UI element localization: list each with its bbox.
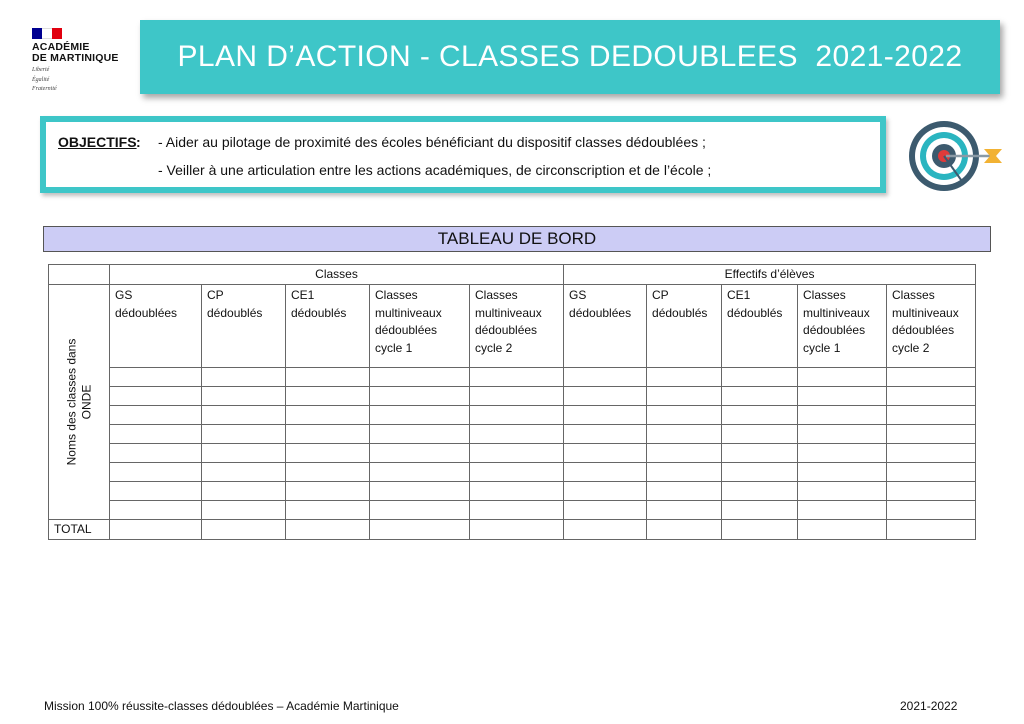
total-cell[interactable] bbox=[564, 520, 647, 540]
table-cell[interactable] bbox=[470, 444, 564, 463]
table-cell[interactable] bbox=[722, 463, 798, 482]
total-cell[interactable] bbox=[647, 520, 722, 540]
table-cell[interactable] bbox=[470, 406, 564, 425]
sub-header-line: cycle 1 bbox=[803, 340, 841, 355]
academie-logo bbox=[32, 28, 142, 93]
sub-header-effectifs-2 bbox=[647, 285, 722, 368]
table-row bbox=[49, 463, 976, 482]
total-cell[interactable] bbox=[110, 520, 202, 540]
sub-header-line: CP bbox=[207, 288, 224, 302]
table-cell[interactable] bbox=[370, 482, 470, 501]
table-cell[interactable] bbox=[887, 387, 976, 406]
table-cell[interactable] bbox=[202, 463, 286, 482]
sub-header-line: dédoublées bbox=[892, 323, 955, 337]
table-cell[interactable] bbox=[564, 463, 647, 482]
sub-header-line: dédoublées bbox=[475, 323, 538, 337]
sub-header-effectifs-3 bbox=[722, 285, 798, 368]
table-cell[interactable] bbox=[722, 501, 798, 520]
table-cell[interactable] bbox=[470, 425, 564, 444]
table-row bbox=[49, 368, 976, 387]
corner-cell bbox=[49, 265, 110, 285]
sub-header-line: dédoublées bbox=[115, 305, 178, 320]
group-header-row bbox=[49, 265, 976, 285]
target-with-arrow-icon bbox=[906, 118, 1004, 194]
motto-fraternite: Fraternité bbox=[32, 86, 57, 92]
objectives-box bbox=[40, 116, 886, 193]
sub-header-line: cycle 2 bbox=[892, 340, 930, 355]
table-cell[interactable] bbox=[887, 406, 976, 425]
table-cell[interactable] bbox=[286, 463, 370, 482]
total-cell[interactable] bbox=[887, 520, 976, 540]
table-cell[interactable] bbox=[798, 387, 887, 406]
table-cell[interactable] bbox=[286, 444, 370, 463]
table-cell[interactable] bbox=[470, 368, 564, 387]
sub-header-line: GS bbox=[115, 288, 133, 302]
table-cell[interactable] bbox=[110, 463, 202, 482]
sub-header-line: multiniveaux bbox=[375, 305, 442, 320]
table-cell[interactable] bbox=[887, 501, 976, 520]
table-cell[interactable] bbox=[110, 501, 202, 520]
table-cell[interactable] bbox=[202, 387, 286, 406]
sub-header-line: multiniveaux bbox=[475, 305, 542, 320]
sub-header-classes-3 bbox=[286, 285, 370, 368]
french-flag-icon bbox=[32, 28, 62, 39]
academie-name-line1: ACADÉMIE bbox=[32, 41, 90, 53]
objective-item-2: - Veiller à une articulation entre les actions académiques, de circonscription et de l’école ; bbox=[158, 162, 712, 178]
table-cell[interactable] bbox=[202, 425, 286, 444]
table-cell[interactable] bbox=[370, 368, 470, 387]
table-cell[interactable] bbox=[370, 444, 470, 463]
total-cell[interactable] bbox=[722, 520, 798, 540]
table-cell[interactable] bbox=[370, 501, 470, 520]
sub-header-line: CE1 bbox=[727, 288, 751, 302]
sub-header-line: CE1 bbox=[291, 288, 315, 302]
table-cell[interactable] bbox=[286, 425, 370, 444]
table-cell[interactable] bbox=[722, 425, 798, 444]
sub-header-line: Classes bbox=[803, 288, 846, 302]
sub-header-effectifs-5 bbox=[887, 285, 976, 368]
total-cell[interactable] bbox=[798, 520, 887, 540]
table-cell[interactable] bbox=[887, 463, 976, 482]
table-cell[interactable] bbox=[470, 463, 564, 482]
table-cell[interactable] bbox=[110, 387, 202, 406]
table-cell[interactable] bbox=[798, 482, 887, 501]
table-cell[interactable] bbox=[470, 501, 564, 520]
footer-year: 2021-2022 bbox=[900, 699, 958, 713]
table-cell[interactable] bbox=[564, 444, 647, 463]
table-cell[interactable] bbox=[370, 406, 470, 425]
table-cell[interactable] bbox=[798, 463, 887, 482]
board-title-text: TABLEAU DE BORD bbox=[437, 229, 597, 248]
table-row bbox=[49, 501, 976, 520]
table-cell[interactable] bbox=[110, 425, 202, 444]
table-cell[interactable] bbox=[798, 406, 887, 425]
table-cell[interactable] bbox=[470, 387, 564, 406]
table-cell[interactable] bbox=[370, 387, 470, 406]
table-cell[interactable] bbox=[887, 482, 976, 501]
table-cell[interactable] bbox=[286, 406, 370, 425]
sub-header-line: Classes bbox=[892, 288, 935, 302]
title-banner bbox=[140, 20, 1000, 94]
page-title: PLAN D’ACTION - CLASSES DEDOUBLEES 2021-2022 bbox=[177, 40, 963, 73]
row-label-line2: ONDE bbox=[79, 384, 94, 420]
table-cell[interactable] bbox=[647, 501, 722, 520]
table-row bbox=[49, 387, 976, 406]
table-cell[interactable] bbox=[564, 387, 647, 406]
sub-header-line: Classes bbox=[375, 288, 418, 302]
sub-header-effectifs-1 bbox=[564, 285, 647, 368]
objectives-label: OBJECTIFS bbox=[58, 134, 137, 150]
table-cell[interactable] bbox=[564, 368, 647, 387]
table-cell[interactable] bbox=[722, 368, 798, 387]
table-cell[interactable] bbox=[564, 425, 647, 444]
table-row bbox=[49, 482, 976, 501]
table-cell[interactable] bbox=[798, 425, 887, 444]
motto-egalite: Égalité bbox=[32, 76, 50, 83]
table-cell[interactable] bbox=[202, 368, 286, 387]
table-cell[interactable] bbox=[110, 482, 202, 501]
motto-liberte: Liberté bbox=[32, 67, 50, 73]
sub-header-line: dédoublés bbox=[727, 305, 783, 320]
table-cell[interactable] bbox=[722, 387, 798, 406]
table-cell[interactable] bbox=[647, 444, 722, 463]
sub-header-classes-5 bbox=[470, 285, 564, 368]
table-cell[interactable] bbox=[470, 482, 564, 501]
total-label: TOTAL bbox=[49, 520, 110, 540]
total-row bbox=[49, 520, 976, 540]
table-row bbox=[49, 444, 976, 463]
table-cell[interactable] bbox=[647, 482, 722, 501]
table-cell[interactable] bbox=[202, 444, 286, 463]
sub-header-line: dédoublés bbox=[291, 305, 347, 320]
table-cell[interactable] bbox=[110, 406, 202, 425]
table-cell[interactable] bbox=[647, 463, 722, 482]
sub-header-row bbox=[49, 285, 976, 368]
sub-header-line: CP bbox=[652, 288, 669, 302]
table-cell[interactable] bbox=[798, 368, 887, 387]
table-row bbox=[49, 425, 976, 444]
objective-item-1: - Aider au pilotage de proximité des écoles bénéficiant du dispositif classes dédoublées ; bbox=[158, 134, 706, 150]
sub-header-effectifs-4 bbox=[798, 285, 887, 368]
table-cell[interactable] bbox=[370, 463, 470, 482]
table-cell[interactable] bbox=[286, 501, 370, 520]
footer-mission: Mission 100% réussite-classes dédoublées – Académie Martinique bbox=[44, 699, 399, 713]
table-cell[interactable] bbox=[286, 368, 370, 387]
total-cell[interactable] bbox=[286, 520, 370, 540]
group-header-effectifs: Effectifs d’élèves bbox=[564, 265, 976, 285]
table-cell[interactable] bbox=[370, 425, 470, 444]
table-cell[interactable] bbox=[286, 482, 370, 501]
table-cell[interactable] bbox=[647, 425, 722, 444]
table-cell[interactable] bbox=[722, 406, 798, 425]
sub-header-line: dédoublés bbox=[652, 305, 708, 320]
table-cell[interactable] bbox=[286, 387, 370, 406]
sub-header-classes-2 bbox=[202, 285, 286, 368]
total-cell[interactable] bbox=[470, 520, 564, 540]
table-cell[interactable] bbox=[887, 368, 976, 387]
table-cell[interactable] bbox=[564, 501, 647, 520]
dashboard-table bbox=[48, 264, 976, 540]
sub-header-line: Classes bbox=[475, 288, 518, 302]
sub-header-line: multiniveaux bbox=[803, 305, 870, 320]
sub-header-classes-1 bbox=[110, 285, 202, 368]
sub-header-line: GS bbox=[569, 288, 587, 302]
sub-header-line: dédoublées bbox=[803, 323, 866, 337]
table-cell[interactable] bbox=[110, 368, 202, 387]
table-cell[interactable] bbox=[887, 444, 976, 463]
table-row bbox=[49, 406, 976, 425]
table-cell[interactable] bbox=[647, 387, 722, 406]
table-cell[interactable] bbox=[722, 482, 798, 501]
table-cell[interactable] bbox=[798, 501, 887, 520]
row-label bbox=[64, 339, 94, 466]
table-cell[interactable] bbox=[564, 406, 647, 425]
sub-header-line: cycle 2 bbox=[475, 340, 513, 355]
row-label-line1: Noms des classes dans bbox=[64, 338, 79, 466]
academie-name-line2: DE MARTINIQUE bbox=[32, 52, 119, 64]
table-cell[interactable] bbox=[887, 425, 976, 444]
total-cell[interactable] bbox=[202, 520, 286, 540]
group-header-classes: Classes bbox=[110, 265, 564, 285]
table-cell[interactable] bbox=[798, 444, 887, 463]
table-cell[interactable] bbox=[564, 482, 647, 501]
table-cell[interactable] bbox=[202, 482, 286, 501]
total-cell[interactable] bbox=[370, 520, 470, 540]
sub-header-line: dédoublées bbox=[375, 323, 438, 337]
board-title bbox=[43, 226, 991, 252]
sub-header-classes-4 bbox=[370, 285, 470, 368]
table-cell[interactable] bbox=[202, 406, 286, 425]
table-cell[interactable] bbox=[722, 444, 798, 463]
sub-header-line: cycle 1 bbox=[375, 340, 413, 355]
table-cell[interactable] bbox=[110, 444, 202, 463]
sub-header-line: dédoublés bbox=[207, 305, 263, 320]
row-label-cell bbox=[49, 285, 110, 520]
table-cell[interactable] bbox=[202, 501, 286, 520]
sub-header-line: multiniveaux bbox=[892, 305, 959, 320]
objectives-colon: : bbox=[136, 134, 141, 150]
table-cell[interactable] bbox=[647, 368, 722, 387]
sub-header-line: dédoublées bbox=[569, 305, 632, 320]
table-cell[interactable] bbox=[647, 406, 722, 425]
